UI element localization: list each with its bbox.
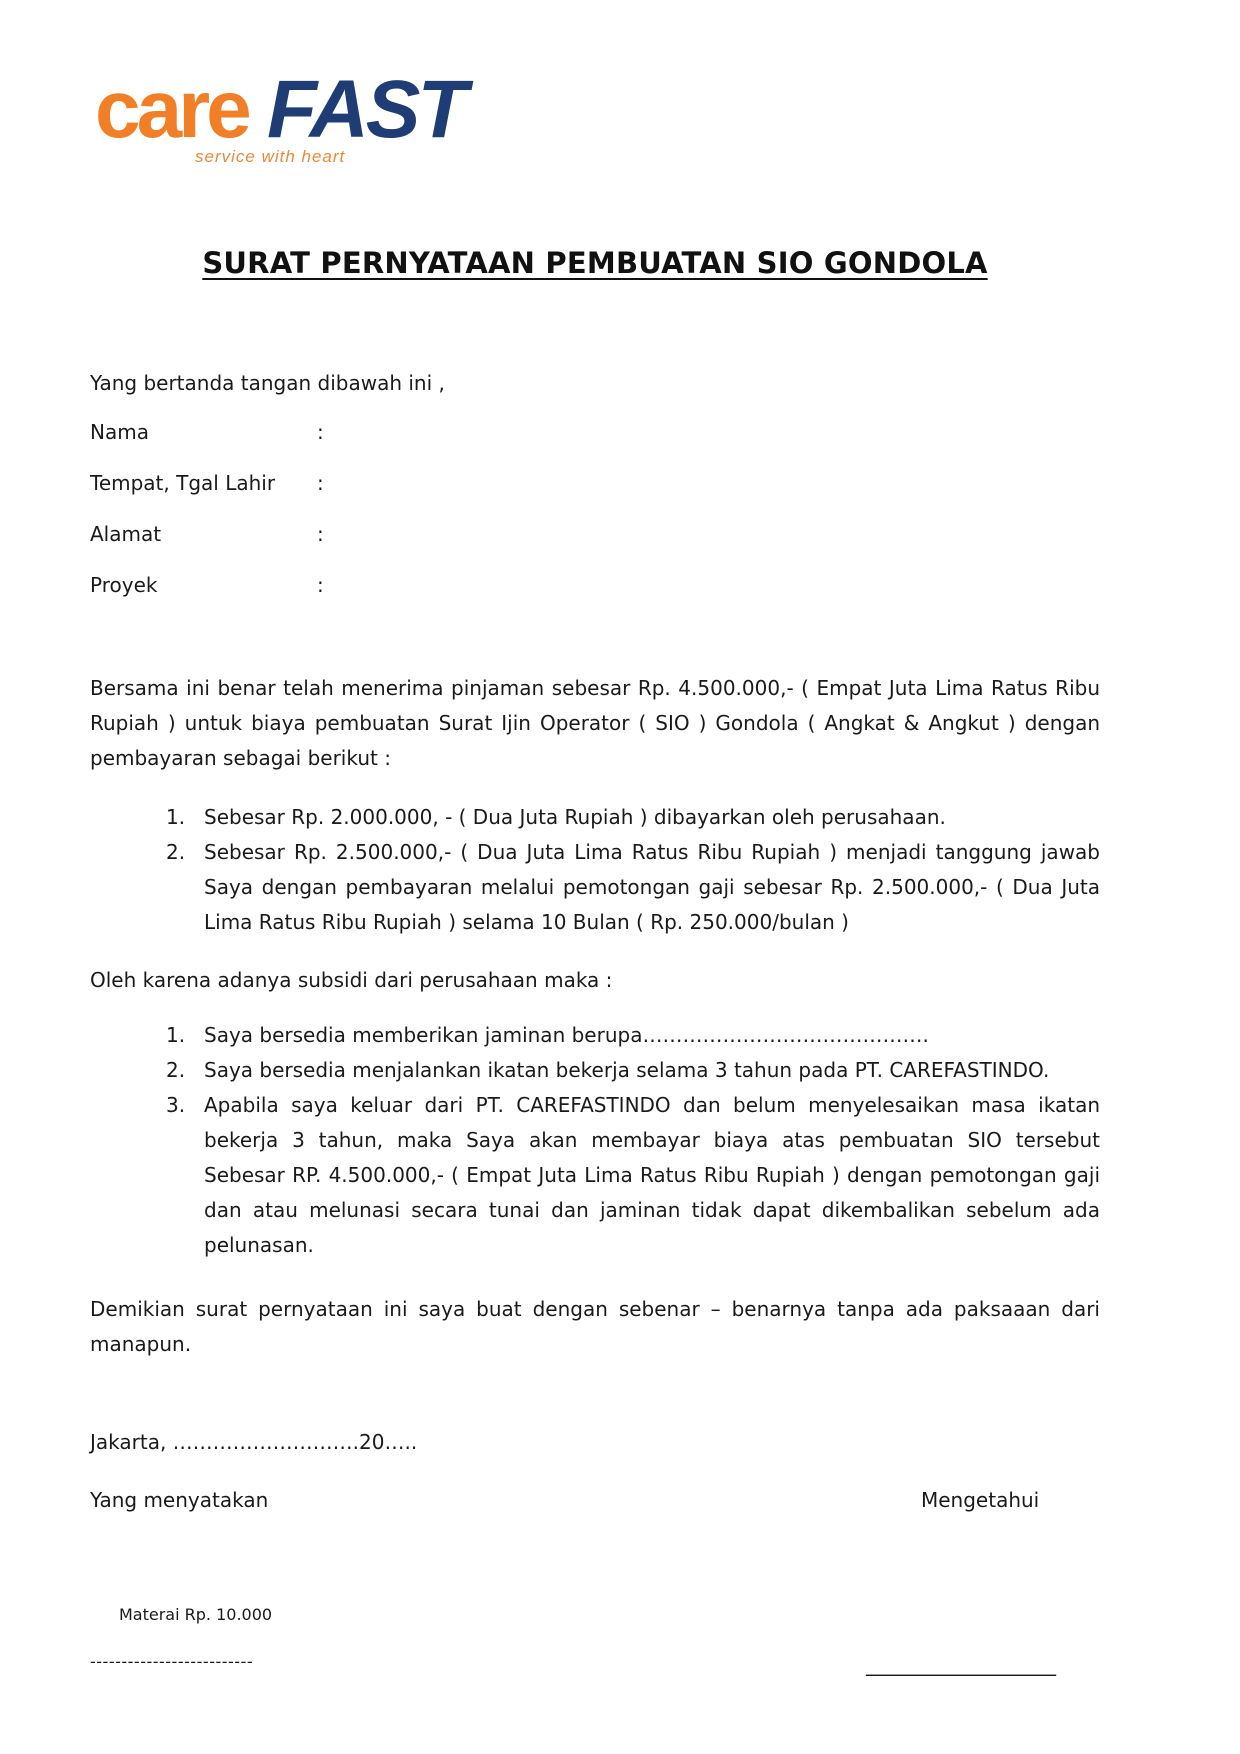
list-text: Saya bersedia memberikan jaminan berupa……………………………………. — [204, 1023, 929, 1047]
field-label-tempat-tgl-lahir: Tempat, Tgal Lahir — [90, 471, 276, 495]
logo-tagline: service with heart — [195, 147, 346, 166]
list-number: 2. — [166, 840, 186, 864]
field-label-proyek: Proyek — [90, 573, 158, 597]
paragraph-subsidy: Oleh karena adanya subsidi dari perusahaan maka : — [90, 968, 613, 992]
materai-label: Materai Rp. 10.000 — [119, 1605, 273, 1624]
logo-care-text: care — [95, 64, 248, 155]
list-item — [90, 1088, 1100, 1263]
list-item — [90, 1053, 1100, 1088]
logo-fast-text: FAST — [267, 64, 465, 155]
field-colon-tempat-tgl-lahir: : — [317, 471, 324, 495]
field-colon-nama: : — [317, 420, 324, 444]
list-item — [90, 1018, 1100, 1053]
field-colon-alamat: : — [317, 522, 324, 546]
obligation-list — [90, 1018, 1100, 1263]
payment-list — [90, 800, 1100, 940]
signer-label: Yang menyatakan — [90, 1488, 269, 1512]
paragraph-loan: Bersama ini benar telah menerima pinjaman sebesar Rp. 4.500.000,- ( Empat Juta Lima Ratus Ribu Rupiah ) untuk biaya pembuatan Surat Ijin Operator ( SIO ) Gondola ( Angkat & Angkut ) dengan pembayaran sebagai berikut : — [90, 676, 1100, 770]
list-text: Sebesar Rp. 2.500.000,- ( Dua Juta Lima Ratus Ribu Rupiah ) menjadi tanggung jawab Saya dengan pembayaran melalui pemotongan gaji sebesar Rp. 2.500.000,- ( Dua Juta Lima Ratus Ribu Rupiah ) selama 10 Bulan ( Rp. 250.000/bulan ) — [204, 840, 1100, 934]
list-text: Saya bersedia menjalankan ikatan bekerja selama 3 tahun pada PT. CAREFASTINDO. — [204, 1058, 1050, 1082]
list-number: 1. — [166, 1023, 186, 1047]
list-text: Sebesar Rp. 2.000.000, - ( Dua Juta Rupiah ) dibayarkan oleh perusahaan. — [204, 805, 946, 829]
field-colon-proyek: : — [317, 573, 324, 597]
acknowledger-signature-line: ___________________ — [866, 1652, 1056, 1676]
document-title: SURAT PERNYATAAN PEMBUATAN SIO GONDOLA — [202, 246, 988, 280]
list-text: Apabila saya keluar dari PT. CAREFASTINDO dan belum menyelesaikan masa ikatan bekerja 3 tahun, maka Saya akan membayar biaya atas pembuatan SIO tersebut Sebesar RP. 4.500.000,- ( Empat Juta Lima Ratus Ribu Rupiah ) dengan pemotongan gaji dan atau melunasi secara tunai dan jaminan tidak dapat dikembalikan sebelum ada pelunasan. — [204, 1093, 1100, 1257]
list-item — [90, 835, 1100, 940]
list-number: 2. — [166, 1058, 186, 1082]
signer-signature-line: -------------------------- — [90, 1652, 254, 1671]
acknowledger-label: Mengetahui — [921, 1488, 1040, 1512]
field-label-alamat: Alamat — [90, 522, 162, 546]
intro-text: Yang bertanda tangan dibawah ini , — [90, 371, 445, 395]
list-item — [90, 800, 1100, 835]
field-label-nama: Nama — [90, 420, 149, 444]
list-number: 3. — [166, 1093, 186, 1117]
carefast-logo — [95, 64, 465, 175]
date-line: Jakarta, ……………………….20….. — [90, 1430, 418, 1454]
list-number: 1. — [166, 805, 186, 829]
closing-paragraph: Demikian surat pernyataan ini saya buat dengan sebenar – benarnya tanpa ada paksaaan dari manapun. — [90, 1297, 1100, 1356]
